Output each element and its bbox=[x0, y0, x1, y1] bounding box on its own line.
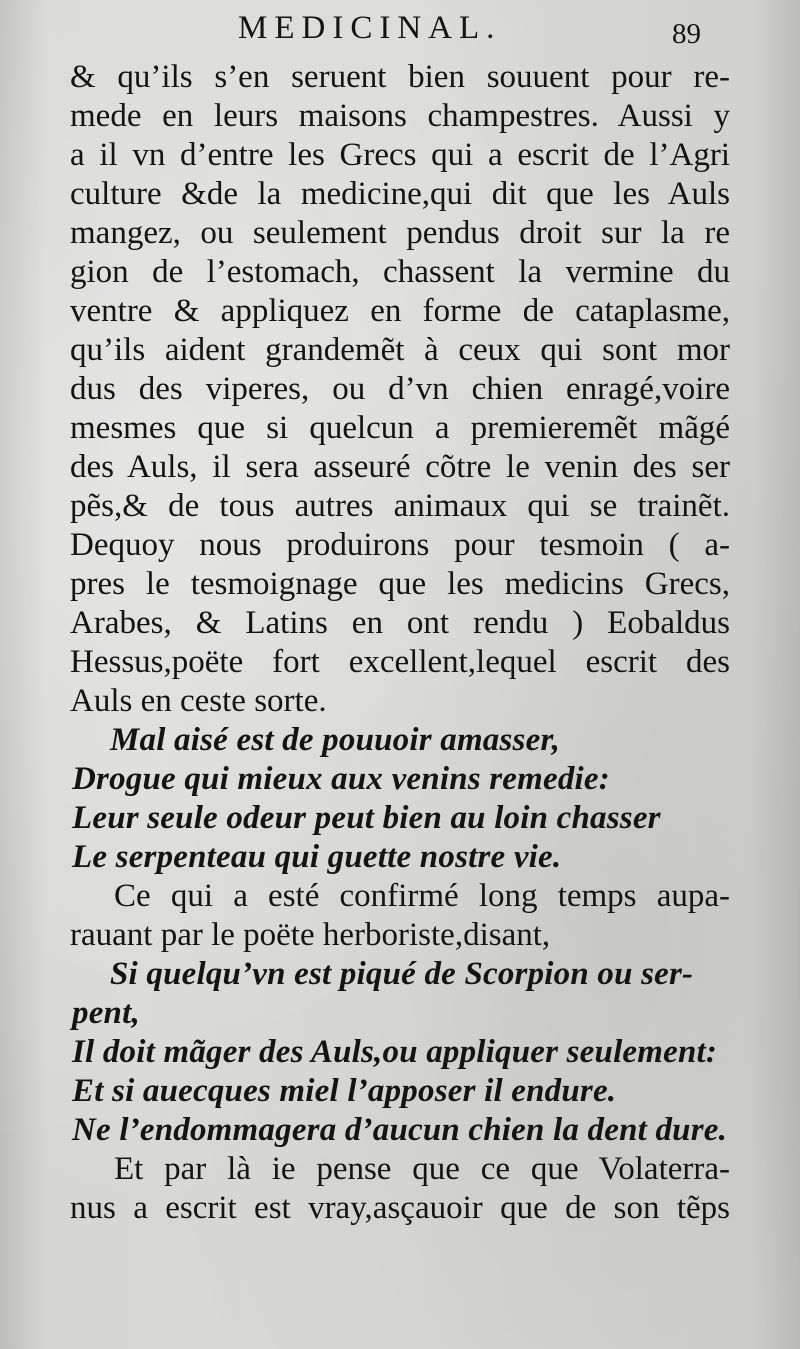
text-line: Auls en ceste sorte. bbox=[70, 683, 327, 719]
verse-line: Ne l’endommagera d’aucun chien la dent dure. bbox=[72, 1112, 728, 1148]
verse-line: Et si auecques miel l’apposer il endure. bbox=[72, 1073, 617, 1109]
text-line: pres le tesmoignage que les medicins Grecs, bbox=[70, 566, 730, 602]
text-line: a il vn d’entre les Grecs qui a escrit de l’Agri bbox=[70, 137, 730, 173]
text-line: & qu’ils s’en seruent bien souuent pour re- bbox=[70, 59, 730, 95]
text-line: mede en leurs maisons champestres. Aussi y bbox=[70, 98, 730, 134]
text-line: Et par là ie pense que ce que Volaterra- bbox=[114, 1151, 730, 1187]
verse-line: Le serpenteau qui guette nostre vie. bbox=[72, 839, 562, 875]
running-head: MEDICINAL. bbox=[238, 10, 502, 46]
text-line: dus des viperes, ou d’vn chien enragé,voire bbox=[70, 371, 730, 407]
verse-line: pent, bbox=[72, 995, 140, 1031]
text-line: Arabes, & Latins en ont rendu ) Eobaldus bbox=[70, 605, 730, 641]
text-line: des Auls, il sera asseuré cõtre le venin des ser bbox=[70, 449, 730, 485]
verse-line: Si quelqu’vn est piqué de Scorpion ou ser- bbox=[110, 956, 694, 992]
text-line: rauant par le poëte herboriste,disant, bbox=[70, 917, 551, 953]
page-header bbox=[0, 6, 800, 50]
text-line: gion de l’estomach, chassent la vermine du bbox=[70, 254, 730, 290]
text-line: Ce qui a esté confirmé long temps aupa- bbox=[114, 878, 730, 914]
text-line: nus a escrit est vray,asçauoir que de son tẽps bbox=[70, 1190, 730, 1226]
text-line: ventre & appliquez en forme de cataplasme, bbox=[70, 293, 730, 329]
verse-line: Leur seule odeur peut bien au loin chasser bbox=[72, 800, 661, 836]
text-line: culture &de la medicine,qui dit que les Auls bbox=[70, 176, 730, 212]
verse-line: Il doit mãger des Auls,ou appliquer seulement: bbox=[72, 1034, 718, 1070]
main-text bbox=[70, 58, 730, 1228]
text-line: pẽs,& de tous autres animaux qui se trainẽt. bbox=[70, 488, 730, 524]
text-line: Hessus,poëte fort excellent,lequel escrit des bbox=[70, 644, 730, 680]
page-number: 89 bbox=[672, 18, 701, 50]
verse-line: Mal aisé est de pouuoir amasser, bbox=[110, 722, 561, 758]
verse-line: Drogue qui mieux aux venins remedie: bbox=[72, 761, 610, 797]
text-line: mangez, ou seulement pendus droit sur la re bbox=[70, 215, 730, 251]
text-line: Dequoy nous produirons pour tesmoin ( a- bbox=[70, 527, 730, 563]
text-line: qu’ils aident grandemẽt à ceux qui sont mor bbox=[70, 332, 730, 368]
text-line: mesmes que si quelcun a premieremẽt mãgé bbox=[70, 410, 730, 446]
